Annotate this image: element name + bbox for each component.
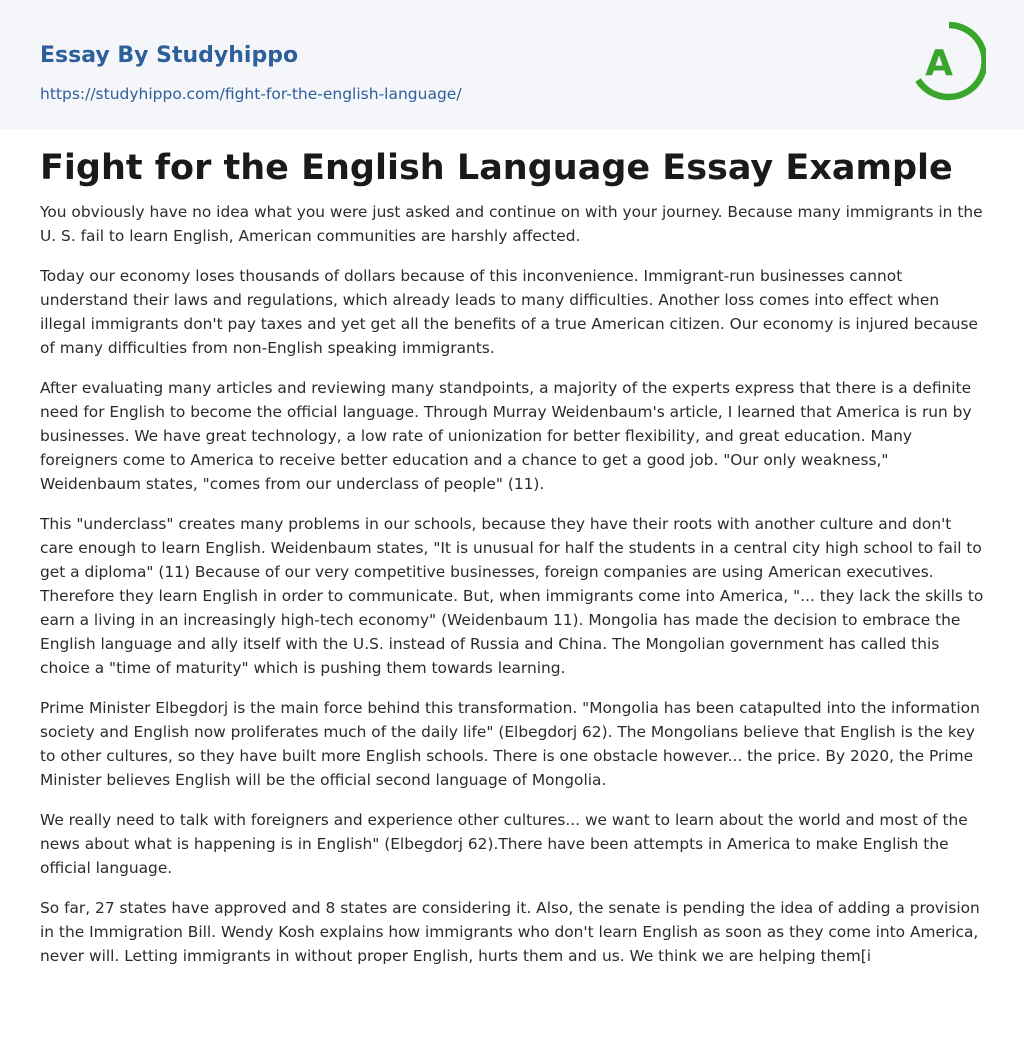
studyhippo-logo-icon[interactable] (912, 19, 986, 105)
paragraph: This "underclass" creates many problems in our schools, because they have their roots with another culture and don't care enough to learn English. Weidenbaum states, "It is unusual for half the students in a central city high school to fail to get a diploma" (11) Because of our very competitive businesses, foreign companies are using American executives. Therefore they learn English in order to communicate. But, when immigrants come into America, "... they lack the skills to earn a living in an increasingly high-tech economy" (Weidenbaum 11). Mongolia has made the decision to embrace the English language and ally itself with the U.S. instead of Russia and China. The Mongolian government has called this choice a "time of maturity" which is pushing them towards learning. (40, 515, 984, 677)
article-url-link[interactable]: https://studyhippo.com/fight-for-the-english-language/ (40, 85, 462, 103)
paragraph: Today our economy loses thousands of dollars because of this inconvenience. Immigrant-run businesses cannot understand their laws and regulations, which already leads to many difficulties. Another loss comes into effect when illegal immigrants don't pay taxes and yet get all the benefits of a true American citizen. Our economy is injured because of many difficulties from non-English speaking immigrants. (40, 267, 978, 357)
paragraph: After evaluating many articles and reviewing many standpoints, a majority of the experts express that there is a definite need for English to become the official language. Through Murray Weidenbaum's article, I learned that America is run by businesses. We have great technology, a low rate of unionization for better flexibility, and great education. Many foreigners come to America to receive better education and a chance to get a good job. "Our only weakness," Weidenbaum states, "comes from our underclass of people" (11). (40, 379, 972, 493)
paragraph: Prime Minister Elbegdorj is the main force behind this transformation. "Mongolia has been catapulted into the information society and English now proliferates much of the daily life" (Elbegdorj 62). The Mongolians believe that English is the key to other cultures, so they have built more English schools. There is one obstacle however... the price. By 2020, the Prime Minister believes English will be the official second language of Mongolia. (40, 699, 980, 789)
paragraph: We really need to talk with foreigners and experience other cultures... we want to learn about the world and most of the news about what is happening is in English" (Elbegdorj 62).There have been attempts in America to make English the official language. (40, 811, 968, 877)
logo-letter: A (925, 43, 953, 84)
site-header (0, 0, 1024, 129)
paragraph: You obviously have no idea what you were just asked and continue on with your journey. Because many immigrants in the U. S. fail to learn English, American communities are harshly affected. (40, 203, 983, 245)
site-title[interactable]: Essay By Studyhippo (40, 43, 299, 68)
article-content (0, 129, 1024, 968)
page-title: Fight for the English Language Essay Example (40, 148, 953, 188)
paragraph: So far, 27 states have approved and 8 states are considering it. Also, the senate is pending the idea of adding a provision in the Immigration Bill. Wendy Kosh explains how immigrants who don't learn English as soon as they come into America, never will. Letting immigrants in without proper English, hurts them and us. We think we are helping them[i (40, 899, 980, 965)
